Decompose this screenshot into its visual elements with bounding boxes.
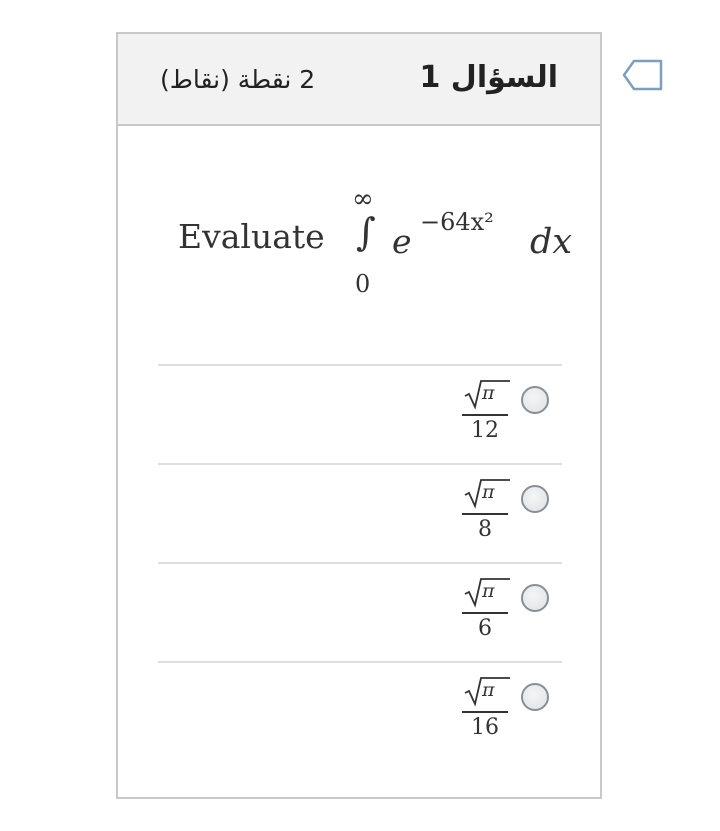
integral-differential: dx xyxy=(530,222,573,262)
answer-numerator: π xyxy=(482,481,495,503)
answer-options xyxy=(158,364,562,760)
integral-expression xyxy=(340,184,580,314)
question-number: السؤال 1 xyxy=(419,60,558,95)
fraction-bar xyxy=(462,612,508,614)
integral-sign: ∫ xyxy=(356,210,376,254)
answer-fraction xyxy=(460,477,510,553)
fraction-bar xyxy=(462,711,508,713)
integrand-exponent: −64x² xyxy=(420,208,494,236)
answer-option[interactable] xyxy=(158,562,562,661)
radio-unselected-icon[interactable] xyxy=(521,485,549,513)
radio-unselected-icon[interactable] xyxy=(521,584,549,612)
answer-option[interactable] xyxy=(158,463,562,562)
radio-unselected-icon[interactable] xyxy=(521,386,549,414)
fraction-bar xyxy=(462,414,508,416)
question-points: 2 نقطة (نقاط) xyxy=(160,65,316,94)
answer-fraction xyxy=(460,576,510,652)
answer-fraction xyxy=(460,675,510,751)
radio-unselected-icon[interactable] xyxy=(521,683,549,711)
answer-denominator: 6 xyxy=(478,616,492,641)
question-prompt: Evaluate xyxy=(178,217,325,256)
answer-numerator: π xyxy=(482,580,495,602)
answer-option[interactable] xyxy=(158,661,562,760)
answer-denominator: 16 xyxy=(471,715,499,740)
question-card xyxy=(116,32,602,799)
answer-denominator: 12 xyxy=(471,418,499,443)
question-text xyxy=(178,184,578,314)
answer-option[interactable] xyxy=(158,364,562,463)
flag-question-icon[interactable] xyxy=(620,58,664,92)
question-header xyxy=(118,34,600,126)
integral-upper-limit: ∞ xyxy=(352,184,374,214)
answer-denominator: 8 xyxy=(478,517,492,542)
integral-lower-limit: 0 xyxy=(355,270,371,298)
fraction-bar xyxy=(462,513,508,515)
answer-numerator: π xyxy=(482,382,495,404)
integrand-base: e xyxy=(392,222,412,261)
answer-numerator: π xyxy=(482,679,495,701)
answer-fraction xyxy=(460,378,510,454)
